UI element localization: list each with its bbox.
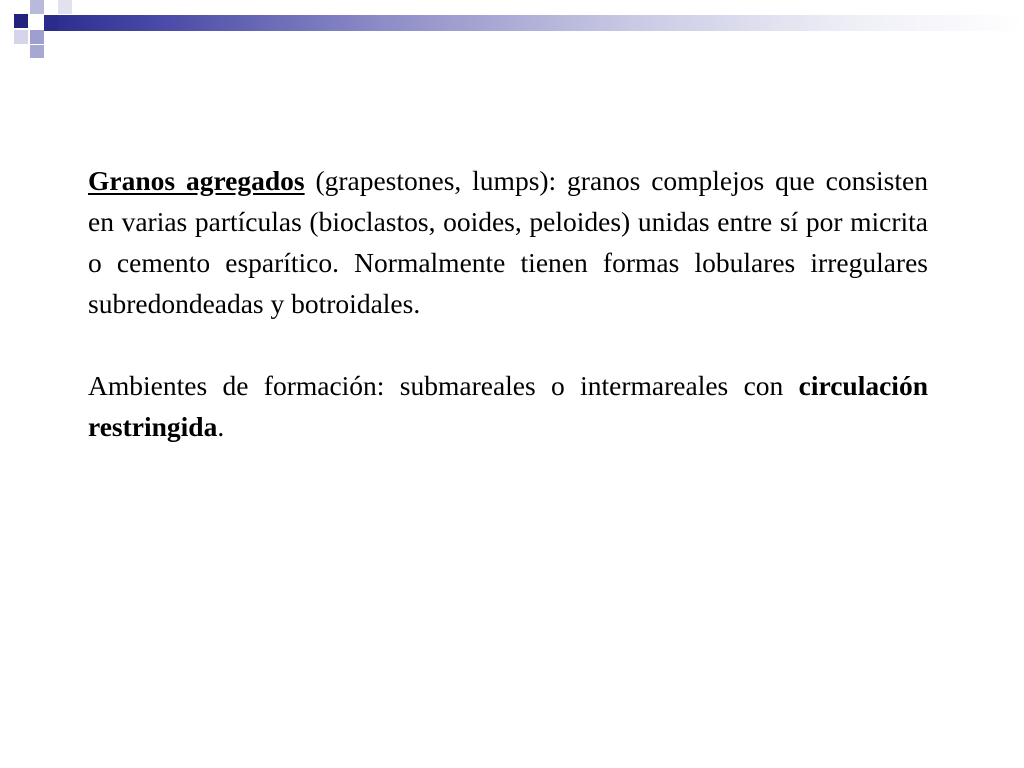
decorative-square: [30, 45, 44, 58]
decorative-square: [14, 14, 28, 28]
decorative-square: [44, 15, 58, 31]
term-heading: Granos agregados: [88, 165, 305, 196]
definition-text: (grapestones, lumps): granos complejos que consisten en varias partículas (bioclastos, ooides, peloides) unidas entre sí por micrita o cemento esparítico. Normalmente tienen formas lobulares irregulares subredondeadas y botroidales.: [88, 165, 928, 319]
slide-body: [88, 160, 928, 447]
environment-bold-text: circulación restringida: [88, 370, 928, 442]
decorative-square: [14, 30, 28, 44]
environment-text: Ambientes de formación: submareales o intermareales con: [88, 370, 799, 401]
definition-paragraph: [88, 160, 928, 324]
environment-end: .: [217, 411, 225, 442]
decorative-square: [30, 0, 44, 14]
decorative-square: [30, 30, 44, 44]
header-gradient-band: [44, 15, 1024, 31]
environment-paragraph: [88, 365, 928, 447]
decorative-square: [58, 0, 72, 14]
